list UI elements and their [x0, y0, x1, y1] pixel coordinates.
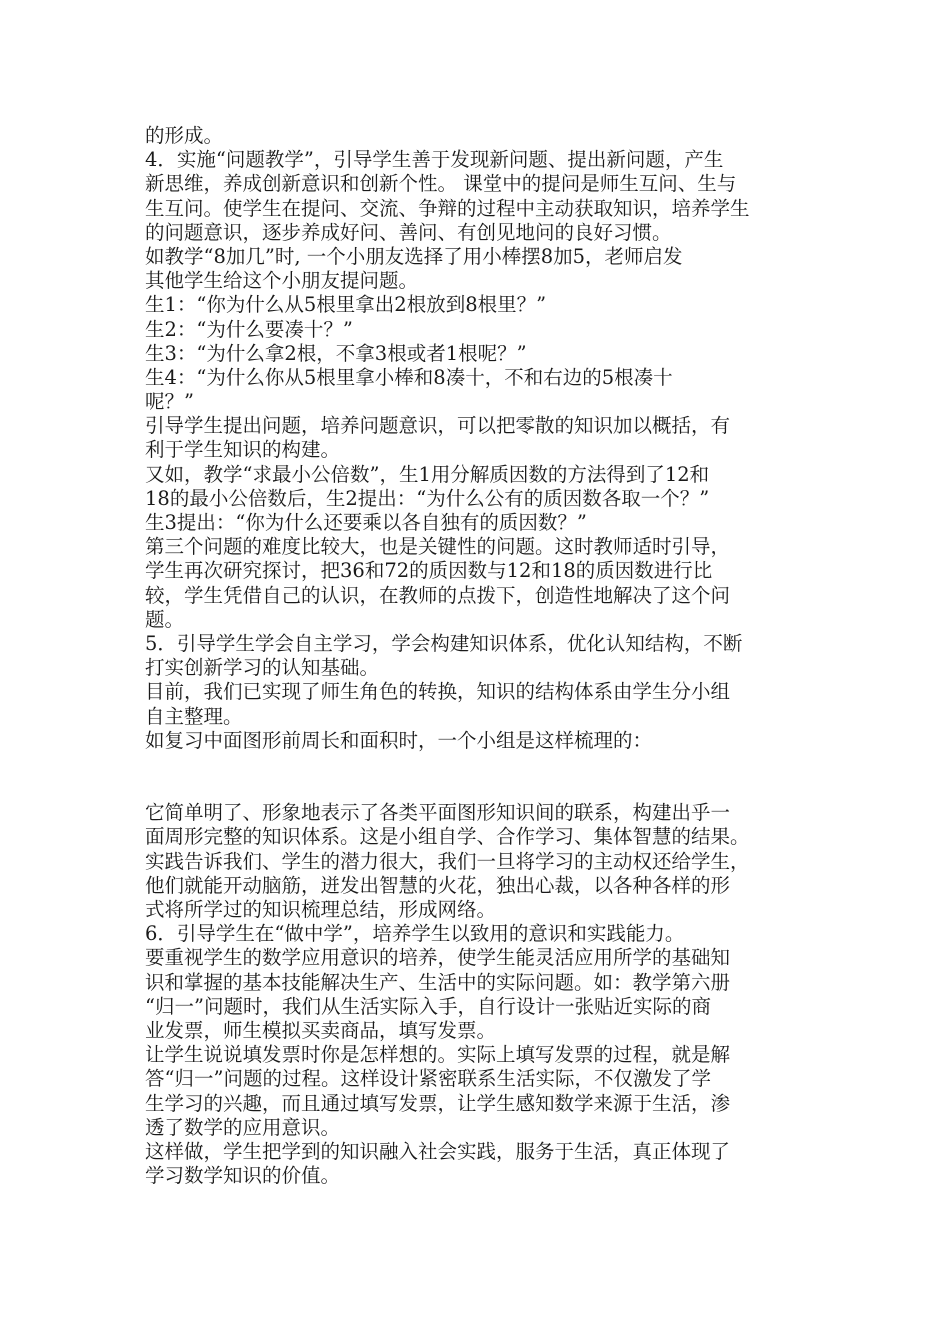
text-line: 生3提出：“你为什么还要乘以各自独有的质因数？”	[145, 511, 587, 534]
text-line: 6．引导学生在“做中学”，培养学生以致用的意识和实践能力。	[145, 922, 685, 946]
text-block-1	[145, 124, 817, 753]
text-line: 让学生说说填发票时你是怎样想的。实际上填写发票的过程，就是解	[145, 1043, 731, 1067]
text-line: 生学习的兴趣，而且通过填写发票，让学生感知数学来源于生活，渗	[145, 1091, 731, 1115]
text-line: 4．实施“问题教学”，引导学生善于发现新问题、提出新问题，产生	[145, 148, 724, 172]
text-line: 引导学生提出问题，培养问题意识，可以把零散的知识加以概括，有	[145, 414, 731, 438]
text-line: “归一”问题时，我们从生活实际入手，自行设计一张贴近实际的商	[145, 994, 711, 1018]
text-line: 如教学“8加几”时, 一个小朋友选择了用小棒摆8加5，老师启发	[145, 244, 683, 268]
text-line: 5．引导学生学会自主学习，学会构建知识体系，优化认知结构，不断	[145, 631, 743, 655]
text-line: 生1：“你为什么从5根里拿出2根放到8根里？”	[145, 293, 547, 317]
text-line: 学习数学知识的价值。	[145, 1164, 341, 1188]
text-line: 式将所学过的知识梳理总结，形成网络。	[145, 898, 497, 922]
text-line: 其他学生给这个小朋友提问题。	[145, 269, 419, 293]
text-line: 如复习中面图形前周长和面积时，一个小组是这样梳理的：	[145, 728, 653, 752]
text-line: 的形成。	[145, 124, 224, 147]
text-line: 学生再次研究探讨，把36和72的质因数与12和18的质因数进行比	[145, 559, 713, 583]
text-line: 生4：“为什么你从5根里拿小棒和8凑十，不和右边的5根凑十	[145, 365, 673, 389]
text-line: 自主整理。	[145, 704, 243, 728]
text-line: 又如，教学“求最小公倍数”，生1用分解质因数的方法得到了12和	[145, 462, 710, 486]
text-line: 题。	[145, 607, 185, 631]
text-line: 生2：“为什么要凑十？”	[145, 317, 353, 341]
text-line: 打实创新学习的认知基础。	[145, 656, 380, 680]
text-line: 生互问。使学生在提问、交流、争辩的过程中主动获取知识，培养学生	[145, 196, 750, 220]
text-line: 答“归一”问题的过程。这样设计紧密联系生活实际，不仅激发了学	[145, 1067, 711, 1091]
text-line: 目前，我们已实现了师生角色的转换，知识的结构体系由学生分小组	[145, 680, 731, 704]
text-line: 识和掌握的基本技能解决生产、生活中的实际问题。如：教学第六册	[145, 970, 731, 994]
text-line: 第三个问题的难度比较大，也是关键性的问题。这时教师适时引导，	[145, 535, 731, 559]
text-line: 生3：“为什么拿2根，不拿3根或者1根呢？”	[145, 341, 527, 365]
text-block-2	[145, 801, 817, 1188]
text-line: 面周形完整的知识体系。这是小组自学、合作学习、集体智慧的结果。	[145, 825, 750, 849]
text-line: 利于学生知识的构建。	[145, 438, 341, 462]
text-line: 业发票，师生模拟买卖商品，填写发票。	[145, 1018, 497, 1042]
text-line: 较，学生凭借自己的认识，在教师的点拨下，创造性地解决了这个问	[145, 583, 731, 607]
text-line: 它简单明了、形象地表示了各类平面图形知识间的联系，构建出乎一	[145, 801, 731, 825]
text-line: 这样做，学生把学到的知识融入社会实践，服务于生活，真正体现了	[145, 1139, 731, 1163]
text-line: 18的最小公倍数后，生2提出：“为什么公有的质因数各取一个？”	[145, 486, 710, 510]
blank-space	[145, 753, 817, 801]
document-body	[145, 124, 817, 1188]
text-line: 他们就能开动脑筋，迸发出智慧的火花，独出心裁，以各种各样的形	[145, 873, 731, 897]
text-line: 呢？”	[145, 390, 194, 414]
text-line: 要重视学生的数学应用意识的培养，使学生能灵活应用所学的基础知	[145, 946, 731, 970]
text-line: 的问题意识，逐步养成好问、善问、有创见地问的良好习惯。	[145, 220, 672, 244]
text-line: 透了数学的应用意识。	[145, 1115, 341, 1139]
text-line: 新思维，养成创新意识和创新个性。 课堂中的提问是师生互问、生与	[145, 172, 737, 196]
text-line: 实践告诉我们、学生的潜力很大，我们一旦将学习的主动权还给学生，	[145, 849, 750, 873]
